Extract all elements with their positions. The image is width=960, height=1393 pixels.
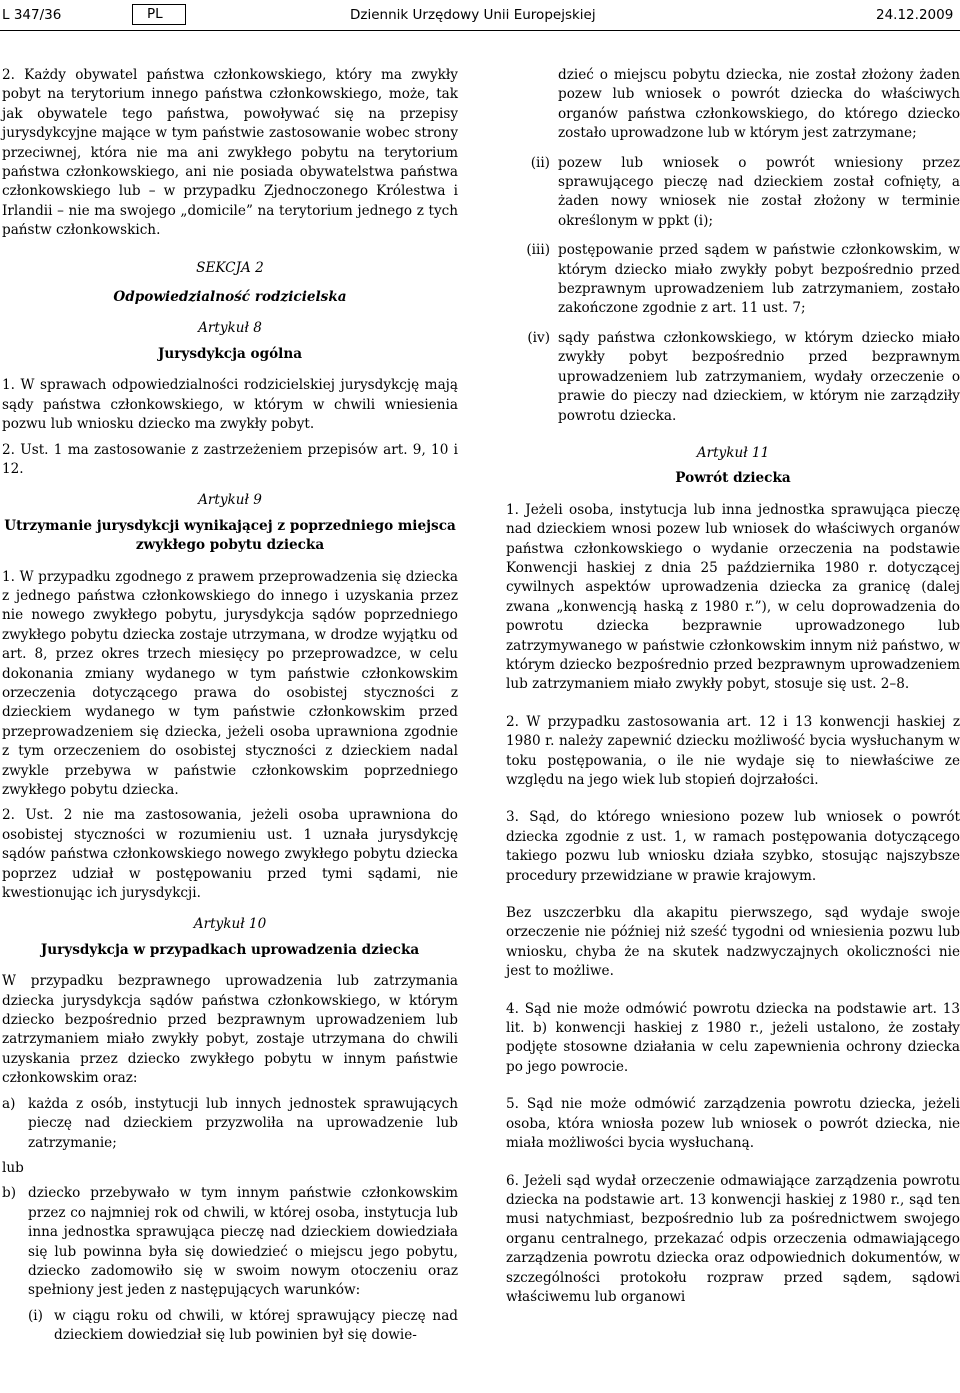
sub-list-item (506, 329, 960, 426)
list-item-text: każda z osób, instytucji lub innych jednostek sprawujących pieczę nad dzieckiem przyzwoliła na uprowadzenie lub zatrzymanie; (28, 1095, 458, 1151)
list-item-label: (i) (28, 1307, 43, 1324)
article-title: Jurysdykcja w przypadkach uprowadzenia dziecka (40, 941, 420, 958)
page-reference: L 347/36 (2, 7, 62, 23)
list-item-label: (iii) (526, 242, 550, 259)
sub-list-item (506, 154, 960, 232)
article-title: Utrzymanie jurysdykcji wynikającej z poprzedniego miejsca zwykłego pobytu dziecka (4, 517, 456, 554)
section-label: SEKCJA 2 (196, 259, 264, 276)
header-rule (0, 30, 960, 31)
list-item-label: b) (2, 1185, 17, 1202)
left-column (2, 66, 458, 1352)
list-item-text: pozew lub wniosek o powrót wniesiony przez sprawującego pieczę nad dzieckiem został cofnięty, a żaden nowy wniosek nie został złożony w terminie określonym w ppkt (i); (558, 154, 960, 229)
paragraph: 2. Każdy obywatel państwa członkowskiego, który ma zwykły pobyt na terytorium innego państwa członkowskiego, może, tak jak obywatele tego państwa, powoływać się na przepisy jurysdykcyjne mające w tym państwie zastosowanie wobec strony przeciwnej, która nie ma ani zwykłego pobytu na terytorium państwa członkowskiego, ani nie posiada obywatelstwa państwa członkowskiego lub – w przypadku Zjednoczonego Królestwa i Irlandii – nie ma swojego „domicile” na terytorium jednego z tych państw członkowskich. (2, 67, 458, 239)
paragraph: 4. Sąd nie może odmówić powrotu dziecka na podstawie art. 13 lit. b) konwencji haskiej z 1980 r., jeżeli ustalono, że zostały podjęte stosowne działania w celu zapewnienia ochrony dziecka po jego powrocie. (506, 1000, 960, 1075)
list-item-text: dziecko przebywało w tym innym państwie członkowskim przez co najmniej rok od chwili, w której osoba, instytucja lub inna jednostka sprawująca pieczę nad dzieckiem dowiedziała się lub powinna była się dowiedzieć o miejscu jego pobytu, dziecko zadomowiło się w swoim nowym otoczeniu oraz spełniony jest jeden z następujących warunków: (28, 1185, 458, 1299)
paragraph: 2. Ust. 1 ma zastosowanie z zastrzeżeniem przepisów art. 9, 10 i 12. (2, 441, 458, 477)
section-title: Odpowiedzialność rodzicielska (113, 289, 347, 306)
list-item-text: postępowanie przed sądem w państwie członkowskim, w którym dziecko miało zwykły pobyt bezpośrednio przed bezprawnym uprowadzeniem lub zatrzymaniem, zostało zakończone zgodnie z art. 11 ust. 7; (558, 242, 960, 317)
paragraph: W przypadku bezprawnego uprowadzenia lub zatrzymania dziecka jurysdykcja sądów państwa członkowskiego, w którym dziecko bezpośrednio przed bezprawnym uprowadzeniem lub zatrzymaniem miało zwykły pobyt, zostaje utrzymana do chwili uzyskania przez dziecko zwykłego pobytu w innym państwie członkowskim oraz: (2, 973, 458, 1087)
article-number: Artykuł 11 (696, 444, 770, 461)
paragraph: 6. Jeżeli sąd wydał orzeczenie odmawiające zarządzenia powrotu dziecka na podstawie art. 13 konwencji haskiej z 1980 r., sąd ten musi natychmiast, bezpośrednio lub za pośrednictwem swojego organu centralnego, przekazać odpis orzeczenia odmawiającego zarządzenia powrotu dziecka oraz odpowiednich dokumentów, w szczególności protokołu rozpraw przed sądem, sądowi właściwemu lub organowi (506, 1172, 960, 1305)
list-item-label: a) (2, 1095, 16, 1112)
right-column (506, 66, 960, 1313)
list-item-text: dzieć o miejscu pobytu dziecka, nie został złożony żaden pozew lub wniosek o powrót dziecka do właściwych organów państwa członkowskiego, do którego dziecko zostało uprowadzone lub w którym jest zatrzymane; (558, 67, 960, 142)
paragraph: 2. W przypadku zastosowania art. 12 i 13 konwencji haskiej z 1980 r. należy zapewnić dziecku możliwość bycia wysłuchanym w toku postępowania, o ile nie wydaje się to niewłaściwe ze względu na jego wiek lub stopień dojrzałości. (506, 713, 960, 788)
paragraph: 3. Sąd, do którego wniesiono pozew lub wniosek o powrót dziecka zgodnie z ust. 1, w ramach postępowania dotyczącego takiego pozwu lub wniosku działa szybko, stosując najszybsze procedury przewidziane w prawie krajowym. (506, 809, 960, 884)
paragraph: 5. Sąd nie może odmówić zarządzenia powrotu dziecka, jeżeli osoba, która wniosła pozew lub wniosek o powrót dziecka, nie miała możliwości bycia wysłuchaną. (506, 1096, 960, 1152)
list-item-label: (iv) (527, 329, 550, 346)
article-number: Artykuł 10 (193, 916, 267, 933)
list-item (2, 1184, 458, 1300)
list-item (2, 1095, 458, 1153)
article-title: Powrót dziecka (675, 470, 791, 487)
sub-list-item (506, 66, 960, 144)
language-badge: PL (132, 4, 186, 25)
publication-date: 24.12.2009 (876, 7, 954, 23)
paragraph: 1. W sprawach odpowiedzialności rodzicielskiej jurysdykcję mają sądy państwa członkowskiego, w którym w chwili wniesienia pozwu lub wniosku dziecko ma zwykły pobyt. (2, 377, 458, 433)
list-item-label: (ii) (530, 154, 550, 171)
paragraph: Bez uszczerbku dla akapitu pierwszego, sąd wydaje swoje orzeczenie nie później niż sześć tygodni od wniesienia pozwu lub wniosku, chyba że na skutek nadzwyczajnych okoliczności nie jest to możliwe. (506, 905, 960, 980)
article-title: Jurysdykcja ogólna (157, 345, 303, 362)
list-item-text: w ciągu roku od chwili, w której sprawujący pieczę nad dzieckiem dowiedział się lub powinien był się dowie- (54, 1307, 458, 1344)
paragraph: 1. W przypadku zgodnego z prawem przeprowadzenia się dziecka z jednego państwa członkowskiego do innego i uzyskania przez nie nowego zwykłego pobytu, jurysdykcja sądów poprzedniego zwykłego pobytu dziecka zostaje utrzymana, w drodze wyjątku od art. 8, przez okres trzech miesięcy po przeprowadzce, w celu dokonania zmiany wydanego w tym państwie członkowskim orzeczenia dotyczącego prawa do osobistej styczności z dzieckiem wydanego w tym państwie członkowskim przed przeprowadzeniem się dziecka, jeżeli osoba uprawniona zgodnie z tym orzeczeniem do osobistej styczności z dzieckiem nadal zwykle przebywa w państwie członkowskim poprzedniego zwykłego pobytu dziecka. (2, 568, 458, 798)
paragraph: 1. Jeżeli osoba, instytucja lub inna jednostka sprawująca pieczę nad dzieckiem wnosi pozew lub wniosek do właściwych organów państwa członkowskiego o wydanie orzeczenia na podstawie Konwencji haskiej z dnia 25 października 1980 r. dotyczącej cywilnych aspektów uprowadzenia dziecka za granicę (dalej zwana „konwencją haską z 1980 r.”), w celu doprowadzenia do powrotu dziecka bezprawnie uprowadzonego lub zatrzymywanego w państwie członkowskim innym niż państwo, w którym dziecko bezpośrednio przed bezprawnym uprowadzeniem lub zatrzymaniem miało zwykły pobyt, stosuje się ust. 2–8. (506, 501, 960, 693)
list-item-text: sądy państwa członkowskiego, w którym dziecko miało zwykły pobyt bezpośrednio przed bezprawnym uprowadzeniem lub zatrzymaniem, wydały orzeczenie o prawie do pieczy nad dzieckiem, w którym nie zarządziły powrotu dziecka. (558, 329, 960, 424)
sub-list-item (506, 241, 960, 319)
article-number: Artykuł 9 (198, 492, 262, 509)
conjunction: lub (2, 1159, 24, 1176)
article-number: Artykuł 8 (198, 320, 262, 337)
sub-list-item (28, 1307, 458, 1346)
paragraph: 2. Ust. 2 nie ma zastosowania, jeżeli osoba uprawniona do osobistej styczności w rozumieniu ust. 1 uznała jurysdykcję sądów państwa członkowskiego nowego zwykłego pobytu dziecka poprzez udział w postępowaniu przed tymi sądami, nie kwestionując ich jurysdykcji. (2, 807, 458, 902)
journal-title: Dziennik Urzędowy Unii Europejskiej (350, 7, 596, 23)
page-header (0, 6, 960, 26)
